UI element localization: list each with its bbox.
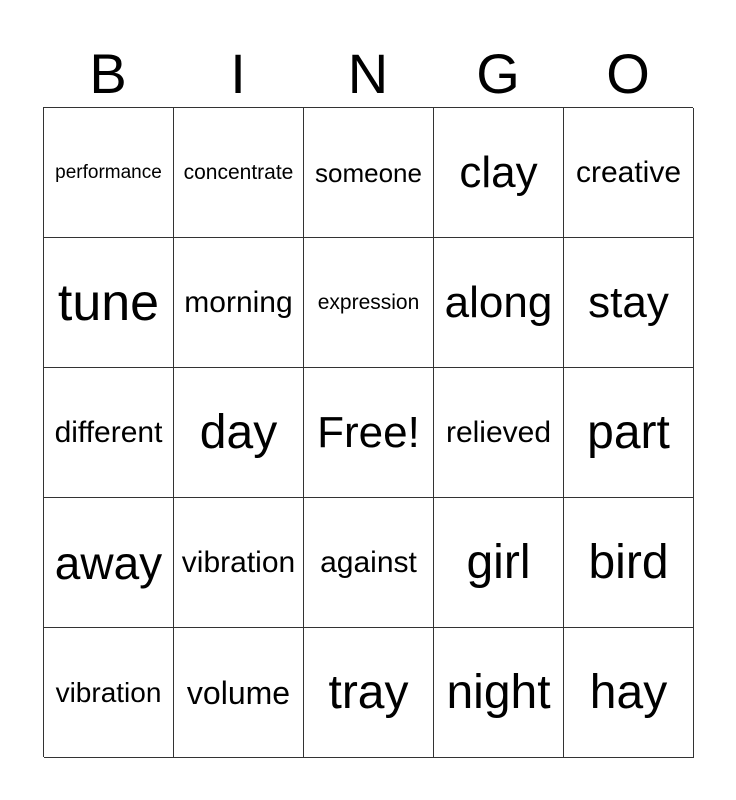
- bingo-cell[interactable]: expression: [304, 238, 434, 368]
- header-letter-n: N: [347, 42, 389, 105]
- header-letter-i: I: [230, 42, 246, 105]
- bingo-cell[interactable]: volume: [174, 628, 304, 758]
- bingo-cell[interactable]: stay: [564, 238, 694, 368]
- header-letter-g: G: [476, 42, 520, 105]
- bingo-cell[interactable]: hay: [564, 628, 694, 758]
- bingo-cell[interactable]: clay: [434, 108, 564, 238]
- bingo-cell[interactable]: girl: [434, 498, 564, 628]
- bingo-cell[interactable]: night: [434, 628, 564, 758]
- bingo-cell[interactable]: tray: [304, 628, 434, 758]
- bingo-cell[interactable]: bird: [564, 498, 694, 628]
- bingo-cell[interactable]: different: [44, 368, 174, 498]
- header-letter-o: O: [606, 42, 650, 105]
- bingo-cell[interactable]: someone: [304, 108, 434, 238]
- bingo-cell[interactable]: away: [44, 498, 174, 628]
- bingo-cell[interactable]: concentrate: [174, 108, 304, 238]
- bingo-cell[interactable]: vibration: [174, 498, 304, 628]
- bingo-header: [43, 40, 693, 108]
- bingo-cell[interactable]: along: [434, 238, 564, 368]
- bingo-cell[interactable]: day: [174, 368, 304, 498]
- bingo-cell[interactable]: relieved: [434, 368, 564, 498]
- bingo-board: [43, 107, 693, 757]
- bingo-cell[interactable]: morning: [174, 238, 304, 368]
- header-letter-b: B: [89, 42, 127, 105]
- bingo-cell[interactable]: part: [564, 368, 694, 498]
- bingo-cell free-space[interactable]: Free!: [304, 368, 434, 498]
- bingo-cell[interactable]: tune: [44, 238, 174, 368]
- bingo-cell[interactable]: vibration: [44, 628, 174, 758]
- bingo-cell[interactable]: performance: [44, 108, 174, 238]
- bingo-cell[interactable]: against: [304, 498, 434, 628]
- bingo-cell[interactable]: creative: [564, 108, 694, 238]
